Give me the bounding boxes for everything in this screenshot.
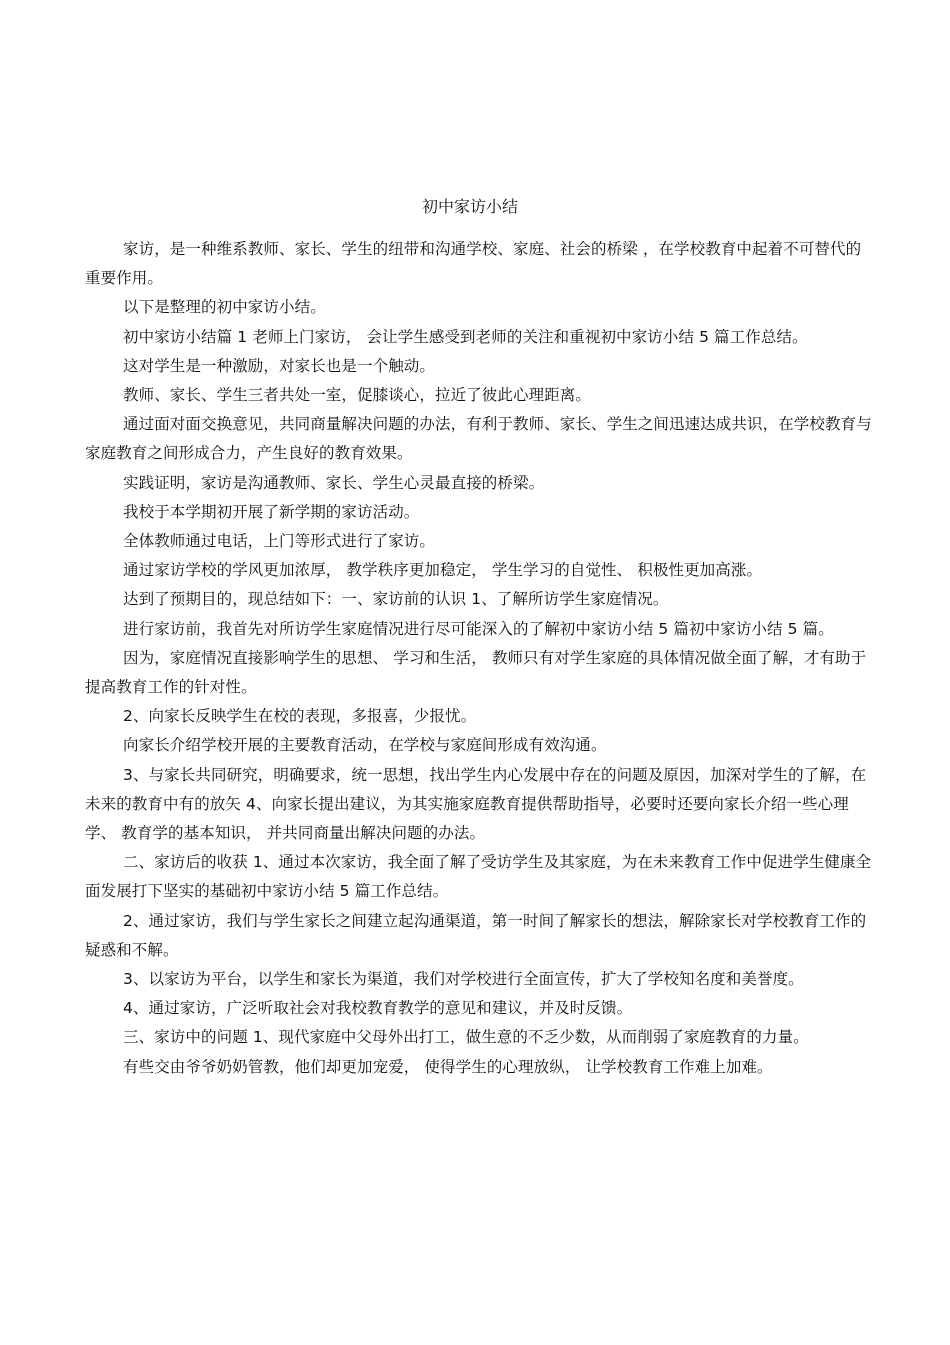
paragraph: 进行家访前，我首先对所访学生家庭情况进行尽可能深入的了解初中家访小结 5 篇初中家访小结 5 篇。: [123, 619, 834, 638]
paragraph: 三、家访中的问题 1、现代家庭中父母外出打工，做生意的不乏少数，从而削弱了家庭教育的力量。: [123, 1028, 809, 1047]
paragraph: 3、与家长共同研究，明确要求，统一思想，找出学生内心发展中存在的问题及原因，加深对学生的了解，在未来的教育中有的放矢 4、向家长提出建议，为其实施家庭教育提供帮助指导，必要时还要向家长介绍一些心理学、 教育学的基本知识， 并共同商量出解决问题的办法。: [85, 765, 867, 843]
paragraph: 4、通过家访，广泛听取社会对我校教育教学的意见和建议，并及时反馈。: [123, 999, 633, 1018]
paragraph: 家访，是一种维系教师、家长、学生的纽带和沟通学校、家庭、社会的桥梁 ，在学校教育中起着不可替代的重要作用。: [85, 240, 862, 288]
document-title: 初中家访小结: [421, 197, 518, 216]
document-body: [85, 235, 875, 1082]
paragraph: 这对学生是一种激励，对家长也是一个触动。: [123, 356, 436, 375]
paragraph: 因为，家庭情况直接影响学生的思想、 学习和生活， 教师只有对学生家庭的具体情况做全面了解，才有助于提高教育工作的针对性。: [85, 648, 867, 697]
paragraph: 通过面对面交换意见，共同商量解决问题的办法，有利于教师、家长、学生之间迅速达成共识，在学校教育与家庭教育之间形成合力，产生良好的教育效果。: [85, 415, 872, 463]
paragraph: 3、以家访为平台，以学生和家长为渠道，我们对学校进行全面宣传，扩大了学校知名度和美誉度。: [123, 970, 804, 989]
paragraph: 向家长介绍学校开展的主要教育活动，在学校与家庭间形成有效沟通。: [123, 736, 607, 755]
paragraph: 2、通过家访，我们与学生家长之间建立起沟通渠道，第一时间了解家长的想法，解除家长对学校教育工作的疑惑和不解。: [85, 911, 867, 959]
paragraph: 教师、家长、学生三者共处一室，促膝谈心，拉近了彼此心理距离。: [123, 386, 592, 405]
paragraph: 通过家访学校的学风更加浓厚， 教学秩序更加稳定， 学生学习的自觉性、 积极性更加高涨。: [123, 561, 763, 580]
paragraph: 我校于本学期初开展了新学期的家访活动。: [123, 502, 420, 521]
paragraph: 实践证明，家访是沟通教师、家长、学生心灵最直接的桥梁。: [123, 473, 545, 492]
paragraph: 初中家访小结篇 1 老师上门家访， 会让学生感受到老师的关注和重视初中家访小结 5 篇工作总结。: [123, 327, 808, 346]
paragraph: 以下是整理的初中家访小结。: [123, 298, 326, 317]
paragraph: 有些交由爷爷奶奶管教，他们却更加宠爱， 使得学生的心理放纵， 让学校教育工作难上加难。: [123, 1057, 773, 1076]
paragraph: 达到了预期目的，现总结如下：一、家访前的认识 1、了解所访学生家庭情况。: [123, 590, 669, 609]
paragraph: 2、向家长反映学生在校的表现，多报喜，少报忧。: [123, 707, 477, 726]
paragraph: 全体教师通过电话，上门等形式进行了家访。: [123, 532, 436, 551]
paragraph: 二、家访后的收获 1、通过本次家访，我全面了解了受访学生及其家庭，为在未来教育工作中促进学生健康全面发展打下坚实的基础初中家访小结 5 篇工作总结。: [85, 853, 872, 901]
